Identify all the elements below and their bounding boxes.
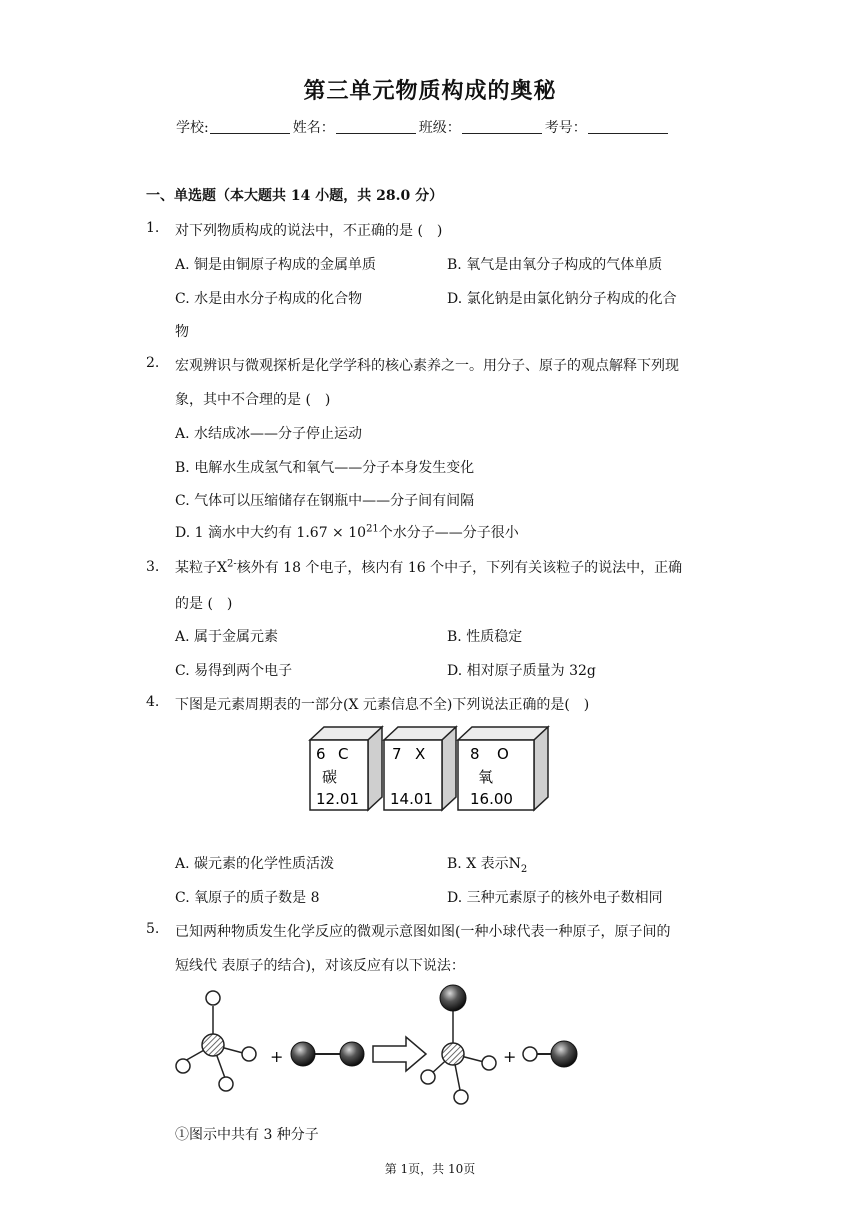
atomic-mass: 16.00 xyxy=(470,790,513,808)
atomic-mass: 14.01 xyxy=(390,790,433,808)
element-tile-x xyxy=(384,727,456,810)
product-molecule-2 xyxy=(523,1041,577,1067)
dark-atom xyxy=(440,985,466,1011)
option-a: A. 属于金属元素 xyxy=(175,629,279,645)
hatched-atom xyxy=(202,1034,224,1056)
question-number: 3. xyxy=(146,559,160,575)
option-a: A. 铜是由铜原子构成的金属单质 xyxy=(175,257,377,273)
small-atom xyxy=(176,1059,190,1073)
question-number: 1. xyxy=(146,220,160,236)
student-info-line xyxy=(176,117,671,137)
element-symbol: C xyxy=(338,745,349,763)
exam-no-label: 考号： xyxy=(544,120,587,136)
small-atom xyxy=(421,1070,435,1084)
small-atom xyxy=(219,1077,233,1091)
question-number: 4. xyxy=(146,694,160,710)
periodic-table-figure xyxy=(300,715,560,815)
question-stem: 宏观辨识与微观探析是化学学科的核心素养之一。用分子、原子的观点解释下列现 xyxy=(175,358,679,374)
small-atom xyxy=(242,1047,256,1061)
subscript: 2 xyxy=(520,863,528,875)
option-b xyxy=(447,853,527,875)
statement-1: ①图示中共有 3 种分子 xyxy=(175,1127,319,1143)
section-heading: 一、单选题（本大题共 14 小题，共 28.0 分） xyxy=(146,188,444,204)
reaction-diagram xyxy=(170,980,590,1110)
question-stem-continued: 短线代 表原子的结合)，对该反应有以下说法： xyxy=(175,958,465,974)
element-name: 氧 xyxy=(478,768,494,786)
option-d xyxy=(175,522,519,542)
option-b-text: B. X 表示N xyxy=(447,856,521,872)
ion-charge: 2- xyxy=(226,558,237,570)
option-d-text: D. 1 滴水中大约有 1.67 × 10 xyxy=(175,525,367,541)
atomic-number: 6 xyxy=(316,745,326,763)
question-stem-continued: 的是 ( ) xyxy=(175,596,233,612)
option-b: B. 性质稳定 xyxy=(447,629,523,645)
product-molecule-1 xyxy=(421,985,496,1104)
exponent: 21 xyxy=(366,523,379,535)
element-tile-carbon xyxy=(310,727,382,810)
option-a: A. 水结成冰——分子停止运动 xyxy=(175,426,363,442)
school-blank xyxy=(210,119,290,134)
option-d: D. 氯化钠是由氯化钠分子构成的化合 xyxy=(447,291,677,307)
name-blank xyxy=(336,119,416,134)
option-c: C. 水是由水分子构成的化合物 xyxy=(175,291,363,307)
option-d: D. 相对原子质量为 32g xyxy=(447,663,596,679)
dark-atom xyxy=(551,1041,577,1067)
dark-atom xyxy=(340,1042,364,1066)
question-number: 2. xyxy=(146,355,160,371)
small-atom xyxy=(206,991,220,1005)
small-atom xyxy=(482,1056,496,1070)
option-c: C. 易得到两个电子 xyxy=(175,663,293,679)
plus-sign: + xyxy=(270,1047,284,1066)
option-c: C. 氧原子的质子数是 8 xyxy=(175,890,320,906)
school-label: 学校: xyxy=(176,120,209,136)
stem-text: 某粒子X xyxy=(175,560,227,576)
plus-sign: + xyxy=(503,1047,517,1066)
element-symbol: X xyxy=(415,745,426,763)
name-label: 姓名： xyxy=(292,120,335,136)
stem-text-end: 核外有 18 个电子，核内有 16 个中子，下列有关该粒子的说法中，正确 xyxy=(236,560,683,576)
question-stem-continued: 象，其中不合理的是 ( ) xyxy=(175,392,331,408)
question-number: 5. xyxy=(146,921,160,937)
page-title: 第三单元物质构成的奥秘 xyxy=(303,78,557,104)
option-b: B. 氧气是由氧分子构成的气体单质 xyxy=(447,257,663,273)
class-label: 班级： xyxy=(418,120,461,136)
question-stem: 对下列物质构成的说法中，不正确的是 ( ) xyxy=(175,223,443,239)
atomic-mass: 12.01 xyxy=(316,790,359,808)
option-a: A. 碳元素的化学性质活泼 xyxy=(175,856,335,872)
option-d: D. 三种元素原子的核外电子数相同 xyxy=(447,890,663,906)
dark-atom xyxy=(291,1042,315,1066)
option-b: B. 电解水生成氢气和氧气——分子本身发生变化 xyxy=(175,460,475,476)
hatched-atom xyxy=(442,1043,464,1065)
element-name: 碳 xyxy=(322,768,338,786)
option-c: C. 气体可以压缩储存在钢瓶中——分子间有间隔 xyxy=(175,493,475,509)
page-footer: 第 1页，共 10页 xyxy=(384,1162,476,1176)
small-atom xyxy=(523,1047,537,1061)
small-atom xyxy=(454,1090,468,1104)
reactant-molecule-1 xyxy=(176,991,256,1091)
atomic-number: 8 xyxy=(470,745,480,763)
question-stem: 下图是元素周期表的一部分(X 元素信息不全)下列说法正确的是( ) xyxy=(175,697,590,713)
exam-no-blank xyxy=(588,119,668,134)
option-d-continued: 物 xyxy=(175,324,189,340)
question-stem xyxy=(175,557,682,577)
option-d-text-end: 个水分子——分子很小 xyxy=(378,525,519,541)
reaction-arrow-icon xyxy=(373,1037,426,1071)
reactant-molecule-2 xyxy=(291,1042,364,1066)
atomic-number: 7 xyxy=(392,745,402,763)
question-stem: 已知两种物质发生化学反应的微观示意图如图(一种小球代表一种原子，原子间的 xyxy=(175,924,671,940)
element-symbol: O xyxy=(497,745,509,763)
class-blank xyxy=(462,119,542,134)
element-tile-oxygen xyxy=(458,727,548,810)
